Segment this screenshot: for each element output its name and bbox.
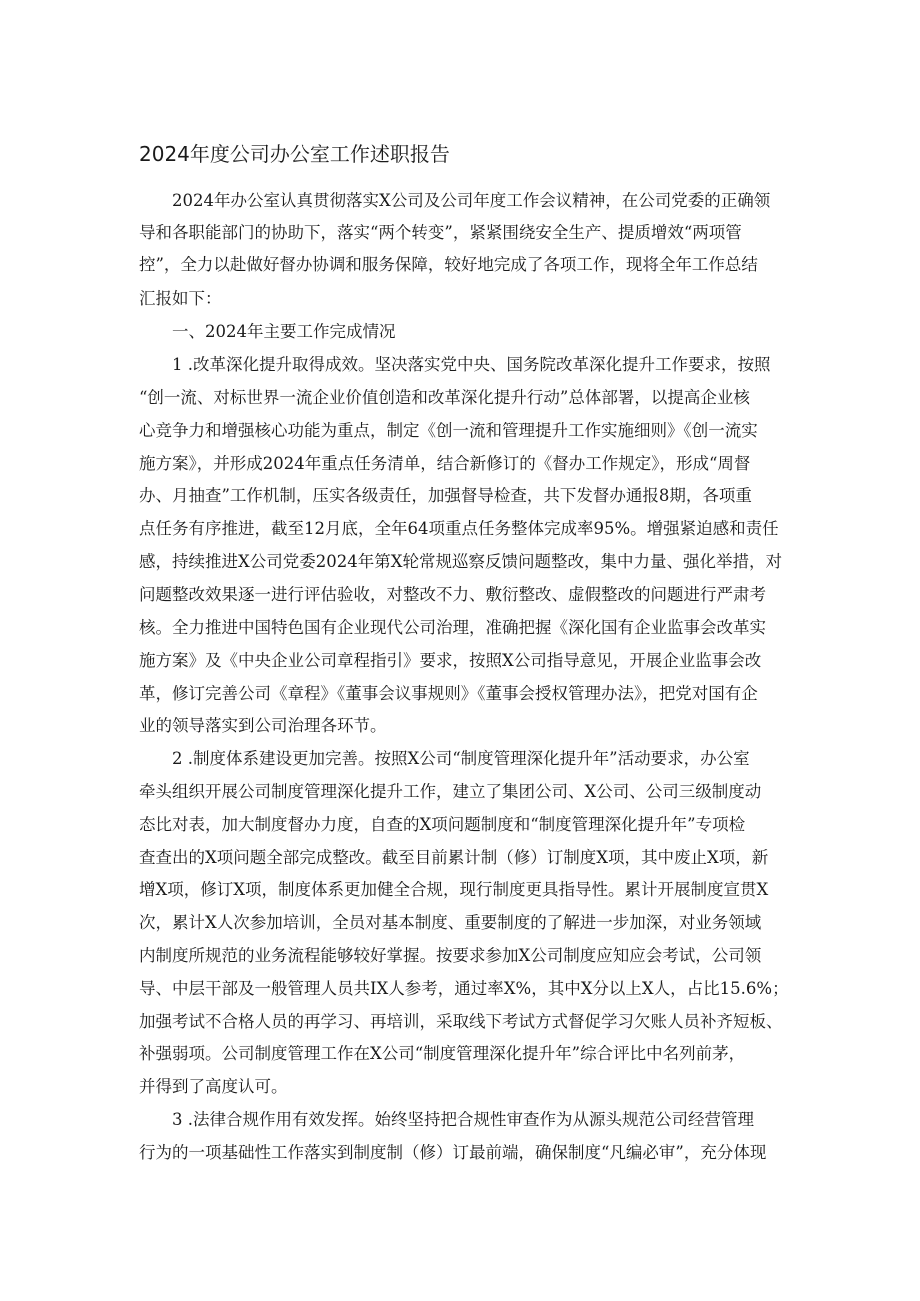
section-heading: 一、2024年主要工作完成情况: [172, 322, 396, 341]
paragraph-line: “创一流、对标世界一流企业价值创造和改革深化提升行动”总体部署，以提高企业核: [139, 388, 750, 407]
paragraph-line: 汇报如下：: [139, 289, 222, 308]
paragraph-line: 革，修订完善公司《章程》《董事会议事规则》《董事会授权管理办法》，把党对国有企: [139, 684, 758, 703]
document-title: 2024年度公司办公室工作述职报告: [139, 142, 450, 166]
paragraph-line: 办、月抽查”工作机制，压实各级责任，加强督导检查，共下发督办通报8期，各项重: [139, 486, 752, 505]
paragraph-line: 2024年办公室认真贯彻落实X公司及公司年度工作会议精神，在公司党委的正确领: [172, 191, 771, 210]
paragraph-line: 导、中层干部及一般管理人员共IX人参考，通过率X%，其中X分以上X人，占比15.6%；: [139, 979, 789, 998]
paragraph-line: 次，累计X人次参加培训，全员对基本制度、重要制度的了解进一步加深，对业务领域: [139, 913, 762, 932]
paragraph-line: 内制度所规范的业务流程能够较好掌握。按要求参加X公司制度应知应会考试，公司领: [139, 946, 762, 965]
paragraph-line: 3 .法律合规作用有效发挥。始终坚持把合规性审查作为从源头规范公司经营管理: [172, 1110, 754, 1129]
paragraph-line: 并得到了高度认可。: [139, 1077, 288, 1096]
paragraph-line: 加强考试不合格人员的再学习、再培训，采取线下考试方式督促学习欠账人员补齐短板、: [139, 1012, 783, 1031]
paragraph-line: 1 .改革深化提升取得成效。坚决落实党中央、国务院改革深化提升工作要求，按照: [172, 355, 771, 374]
paragraph-line: 态比对表，加大制度督办力度，自查的X项问题制度和“制度管理深化提升年”专项检: [139, 815, 746, 834]
paragraph-line: 补强弱项。公司制度管理工作在X公司“制度管理深化提升年”综合评比中名列前茅，: [139, 1044, 746, 1063]
paragraph-line: 核。全力推进中国特色国有企业现代公司治理，准确把握《深化国有企业监事会改革实: [139, 618, 766, 637]
paragraph-line: 导和各职能部门的协助下，落实“两个转变”，紧紧围绕安全生产、提质增效“两项管: [139, 223, 742, 242]
paragraph-line: 心竞争力和增强核心功能为重点，制定《创一流和管理提升工作实施细则》《创一流实: [139, 421, 758, 440]
paragraph-line: 施方案》，并形成2024年重点任务清单，结合新修订的《督办工作规定》，形成“周督: [139, 454, 751, 473]
paragraph-line: 2 .制度体系建设更加完善。按照X公司“制度管理深化提升年”活动要求，办公室: [172, 749, 750, 768]
paragraph-line: 牵头组织开展公司制度管理深化提升工作，建立了集团公司、X公司、公司三级制度动: [139, 782, 762, 801]
paragraph-line: 业的领导落实到公司治理各环节。: [139, 716, 387, 735]
paragraph-line: 问题整改效果逐一进行评估验收，对整改不力、敷衍整改、虚假整改的问题进行严肃考: [139, 585, 766, 604]
paragraph-line: 点任务有序推进，截至12月底，全年64项重点任务整体完成率95%。增强紧迫感和责任: [139, 519, 779, 538]
paragraph-line: 增X项，修订X项，制度体系更加健全合规，现行制度更具指导性。累计开展制度宣贯X: [139, 880, 769, 899]
paragraph-line: 查查出的X项问题全部完成整改。截至目前累计制（修）订制度X项，其中废止X项，新: [139, 848, 769, 867]
paragraph-line: 行为的一项基础性工作落实到制度制（修）订最前端，确保制度“凡编必审”，充分体现: [139, 1143, 767, 1162]
paragraph-line: 施方案》及《中央企业公司章程指引》要求，按照X公司指导意见，开展企业监事会改: [139, 651, 762, 670]
paragraph-line: 控”，全力以赴做好督办协调和服务保障，较好地完成了各项工作，现将全年工作总结: [139, 255, 758, 274]
paragraph-line: 感，持续推进X公司党委2024年第X轮常规巡察反馈问题整改，集中力量、强化举措，对: [139, 552, 782, 571]
